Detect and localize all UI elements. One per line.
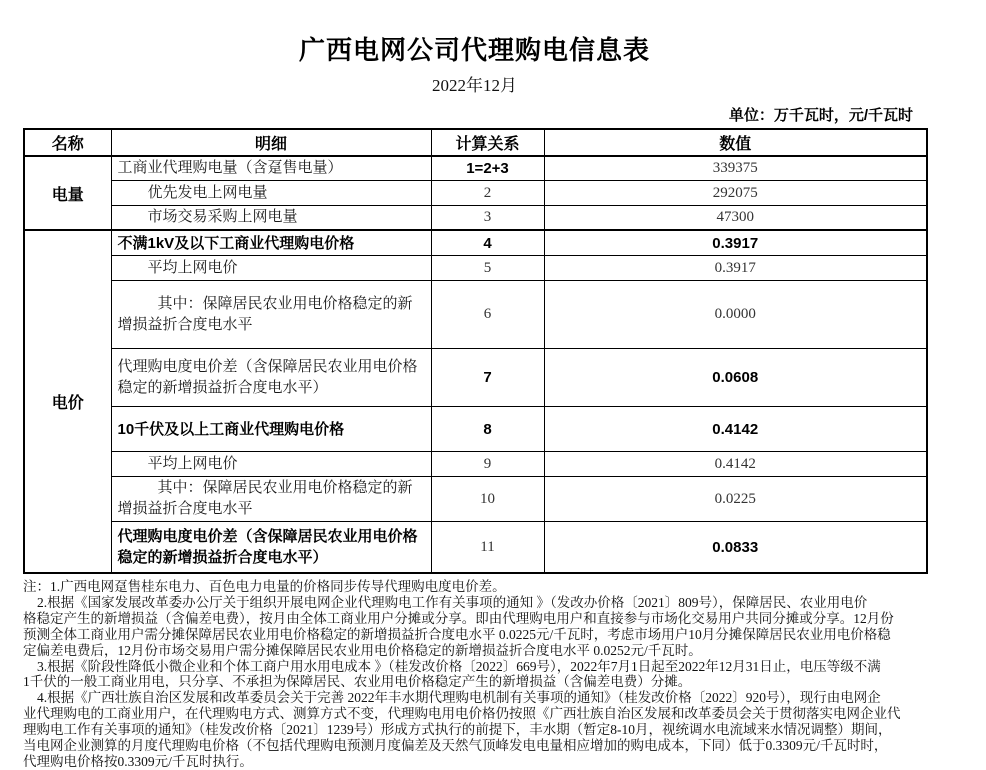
relation-cell: 7 [431, 349, 544, 407]
relation-cell: 3 [431, 206, 544, 231]
value-cell: 0.0225 [544, 477, 927, 522]
detail-cell: 市场交易采购上网电量 [111, 206, 431, 231]
note-line: 注：1.广西电网趸售桂东电力、百色电力电量的价格同步传导代理购电度电价差。 [23, 579, 506, 594]
header-row [24, 129, 927, 156]
table-row [24, 230, 927, 256]
table-row [24, 181, 927, 206]
value-cell: 0.0000 [544, 281, 927, 349]
detail-cell: 其中：保障居民农业用电价格稳定的新增损益折合度电水平 [111, 477, 431, 522]
notes-section [23, 579, 926, 770]
value-cell: 339375 [544, 156, 927, 181]
value-cell: 47300 [544, 206, 927, 231]
detail-cell: 代理购电度电价差（含保障居民农业用电价格稳定的新增损益折合度电水平） [111, 349, 431, 407]
detail-cell: 平均上网电价 [111, 452, 431, 477]
note-line: 预测全体工商业用户需分摊保障居民农业用电价格稳定的新增损益折合度电水平 0.0225元/千瓦时，考虑市场用户10月分摊保障居民农业用电价格稳 [23, 626, 891, 642]
detail-cell: 平均上网电价 [111, 256, 431, 281]
relation-cell: 11 [431, 522, 544, 574]
document-page [23, 0, 926, 770]
value-cell: 0.4142 [544, 407, 927, 452]
note-line: 代理购电价格按0.3309元/千瓦时执行。 [23, 753, 253, 769]
col-header-relation: 计算关系 [431, 129, 544, 156]
relation-cell: 6 [431, 281, 544, 349]
table-row [24, 206, 927, 231]
page-subtitle: 2022年12月 [432, 76, 517, 95]
value-cell: 0.3917 [544, 230, 927, 256]
note-line: 当电网企业测算的月度代理购电价格（不包括代理购电预测月度偏差及天然气顶峰发电电量相应增加的购电成本，下同）低于0.3309元/千瓦时时， [23, 738, 888, 754]
table-row [24, 349, 927, 407]
relation-cell: 9 [431, 452, 544, 477]
detail-cell: 其中：保障居民农业用电价格稳定的新增损益折合度电水平 [111, 281, 431, 349]
col-header-value: 数值 [544, 129, 927, 156]
col-header-name: 名称 [24, 129, 111, 156]
table-row [24, 477, 927, 522]
note-line: 1千伏的一般工商业用电，只分享、不承担为保障居民、农业用电价格稳定产生的新增损益（含偏差电费）分摊。 [23, 674, 692, 690]
group-cell-electric-quantity: 电量 [24, 156, 111, 230]
table-row [24, 522, 927, 574]
detail-cell: 优先发电上网电量 [111, 181, 431, 206]
table-row [24, 281, 927, 349]
relation-cell: 10 [431, 477, 544, 522]
note-line: 业代理购电的工商业用户，在代理购电方式、测算方式不变，代理购电用电价格仍按照《广西壮族自治区发展和改革委员会关于贯彻落实电网企业代 [23, 706, 901, 722]
value-cell: 292075 [544, 181, 927, 206]
value-cell: 0.4142 [544, 452, 927, 477]
table-row [24, 256, 927, 281]
info-table [23, 128, 928, 574]
col-header-detail: 明细 [111, 129, 431, 156]
table-row [24, 156, 927, 181]
note-line: 2.根据《国家发展改革委办公厅关于组织开展电网企业代理购电工作有关事项的通知 》（发改办价格〔2021〕809号），保障居民、农业用电价 [37, 594, 868, 610]
note-line: 4.根据《广西壮族自治区发展和改革委员会关于完善 2022年丰水期代理购电机制有关事项的通知》（桂发改价格〔2022〕920号），现行由电网企 [37, 690, 881, 706]
table-row [24, 452, 927, 477]
note-line: 格稳定产生的新增损益（含偏差电费），按月由全体工商业用户分摊或分享。即由代理购电用户和直接参与市场化交易用户共同分摊或分享。12月份 [23, 610, 894, 626]
detail-cell: 代理购电度电价差（含保障居民农业用电价格稳定的新增损益折合度电水平） [111, 522, 431, 574]
group-cell-electric-price: 电价 [24, 230, 111, 573]
note-line: 理购电工作有关事项的通知》（桂发改价格〔2021〕1239号）形成方式执行的前提下，丰水期（暂定8-10月，视统调水电流域来水情况调整）期间， [23, 722, 892, 738]
detail-cell: 不满1kV及以下工商业代理购电价格 [111, 230, 431, 256]
page-title: 广西电网公司代理购电信息表 [298, 35, 650, 65]
value-cell: 0.3917 [544, 256, 927, 281]
detail-cell: 10千伏及以上工商业代理购电价格 [111, 407, 431, 452]
value-cell: 0.0833 [544, 522, 927, 574]
relation-cell: 5 [431, 256, 544, 281]
note-line: 3.根据《阶段性降低小微企业和个体工商户用水用电成本 》（桂发改价格〔2022〕669号），2022年7月1日起至2022年12月31日止，电压等级不满 [37, 658, 881, 674]
value-cell: 0.0608 [544, 349, 927, 407]
detail-cell: 工商业代理购电量（含趸售电量） [111, 156, 431, 181]
note-line: 定偏差电费后，12月份市场交易用户需分摊保障居民农业用电价格稳定的新增损益折合度电水平 0.0252元/千瓦时。 [23, 642, 702, 658]
relation-cell: 4 [431, 230, 544, 256]
relation-cell: 1=2+3 [431, 156, 544, 181]
unit-label: 单位：万千瓦时，元/千瓦时 [728, 107, 913, 124]
relation-cell: 8 [431, 407, 544, 452]
table-row [24, 407, 927, 452]
relation-cell: 2 [431, 181, 544, 206]
